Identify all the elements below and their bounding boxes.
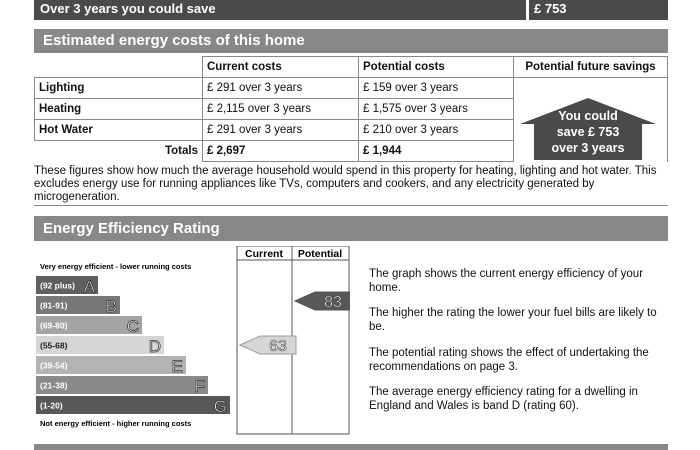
rating-band-range: (21-38)	[40, 380, 68, 391]
divider	[526, 0, 529, 20]
table-row	[35, 78, 668, 99]
rating-band-letter: D	[148, 337, 161, 356]
house-text-line: over 3 years	[551, 141, 625, 155]
costs-description: These figures show how much the average household would spend in this property for heating, lighting and hot water. This excludes energy use for running appliances like TVs, computers and cookers, and any electricity generated by microgeneration.	[34, 165, 657, 203]
current-cost: £ 291 over 3 years	[203, 78, 359, 99]
rating-band-letter: B	[105, 297, 117, 316]
current-rating-value: 63	[269, 338, 287, 355]
rating-band-range: (39-54)	[40, 360, 68, 371]
house-text-line: save £ 753	[556, 125, 620, 139]
potential-cost: £ 1,575 over 3 years	[359, 99, 514, 120]
explanation-paragraph: The potential rating shows the effect of undertaking the recommendations on page 3.	[369, 347, 649, 373]
row-label: Lighting	[35, 78, 203, 99]
rating-band-letter: A	[83, 277, 95, 296]
house-text-line: You could	[558, 109, 618, 123]
current-cost: £ 291 over 3 years	[203, 120, 359, 141]
explanation-paragraph: The graph shows the current energy efficiency of your home.	[369, 268, 644, 294]
rating-band-range: (1-20)	[40, 400, 63, 411]
house-savings-text	[532, 108, 644, 156]
table-header-current: Current costs	[203, 57, 359, 78]
potential-cost: £ 159 over 3 years	[359, 78, 514, 99]
potential-cost: £ 210 over 3 years	[359, 120, 514, 141]
table-header-potential: Potential costs	[359, 57, 514, 78]
chart-column-current: Current	[245, 248, 283, 260]
energy-efficiency-chart	[34, 246, 350, 436]
totals-current: £ 2,697	[203, 141, 359, 162]
costs-section-title: Estimated energy costs of this home	[34, 29, 668, 53]
savings-summary-value: £ 753	[534, 1, 567, 16]
rating-band-range: (81-91)	[40, 300, 68, 311]
divider	[34, 205, 668, 206]
table-header-blank	[35, 57, 203, 78]
row-label: Heating	[35, 99, 203, 120]
explanation-paragraph: The average energy efficiency rating for a dwelling in England and Wales is band D (rating 60).	[369, 386, 638, 412]
rating-band-letter: C	[126, 317, 139, 336]
table-header-row	[35, 57, 668, 78]
rating-band-range: (69-80)	[40, 320, 68, 331]
chart-bottom-note: Not energy efficient - higher running costs	[40, 419, 192, 428]
chart-top-note: Very energy efficient - lower running costs	[40, 262, 192, 271]
divider	[34, 444, 668, 450]
rating-band-letter: F	[194, 377, 205, 396]
rating-band-letter: E	[171, 357, 183, 376]
rating-band-g	[36, 396, 230, 414]
current-rating-arrow	[240, 336, 296, 354]
potential-rating-value: 83	[324, 294, 342, 311]
rating-section-title: Energy Efficiency Rating	[34, 216, 668, 241]
row-label: Hot Water	[35, 120, 203, 141]
totals-potential: £ 1,944	[359, 141, 514, 162]
savings-summary-label: Over 3 years you could save	[40, 1, 216, 16]
rating-band-range: (55-68)	[40, 340, 68, 351]
savings-summary-bar	[34, 0, 668, 20]
current-cost: £ 2,115 over 3 years	[203, 99, 359, 120]
totals-label: Totals	[35, 141, 203, 162]
rating-band-range: (92 plus)	[40, 280, 75, 291]
table-header-future-savings: Potential future savings	[514, 57, 668, 78]
chart-column-potential: Potential	[297, 248, 343, 260]
explanation-paragraph: The higher the rating the lower your fuel bills are likely to be.	[369, 307, 657, 333]
rating-band-letter: G	[213, 397, 227, 416]
